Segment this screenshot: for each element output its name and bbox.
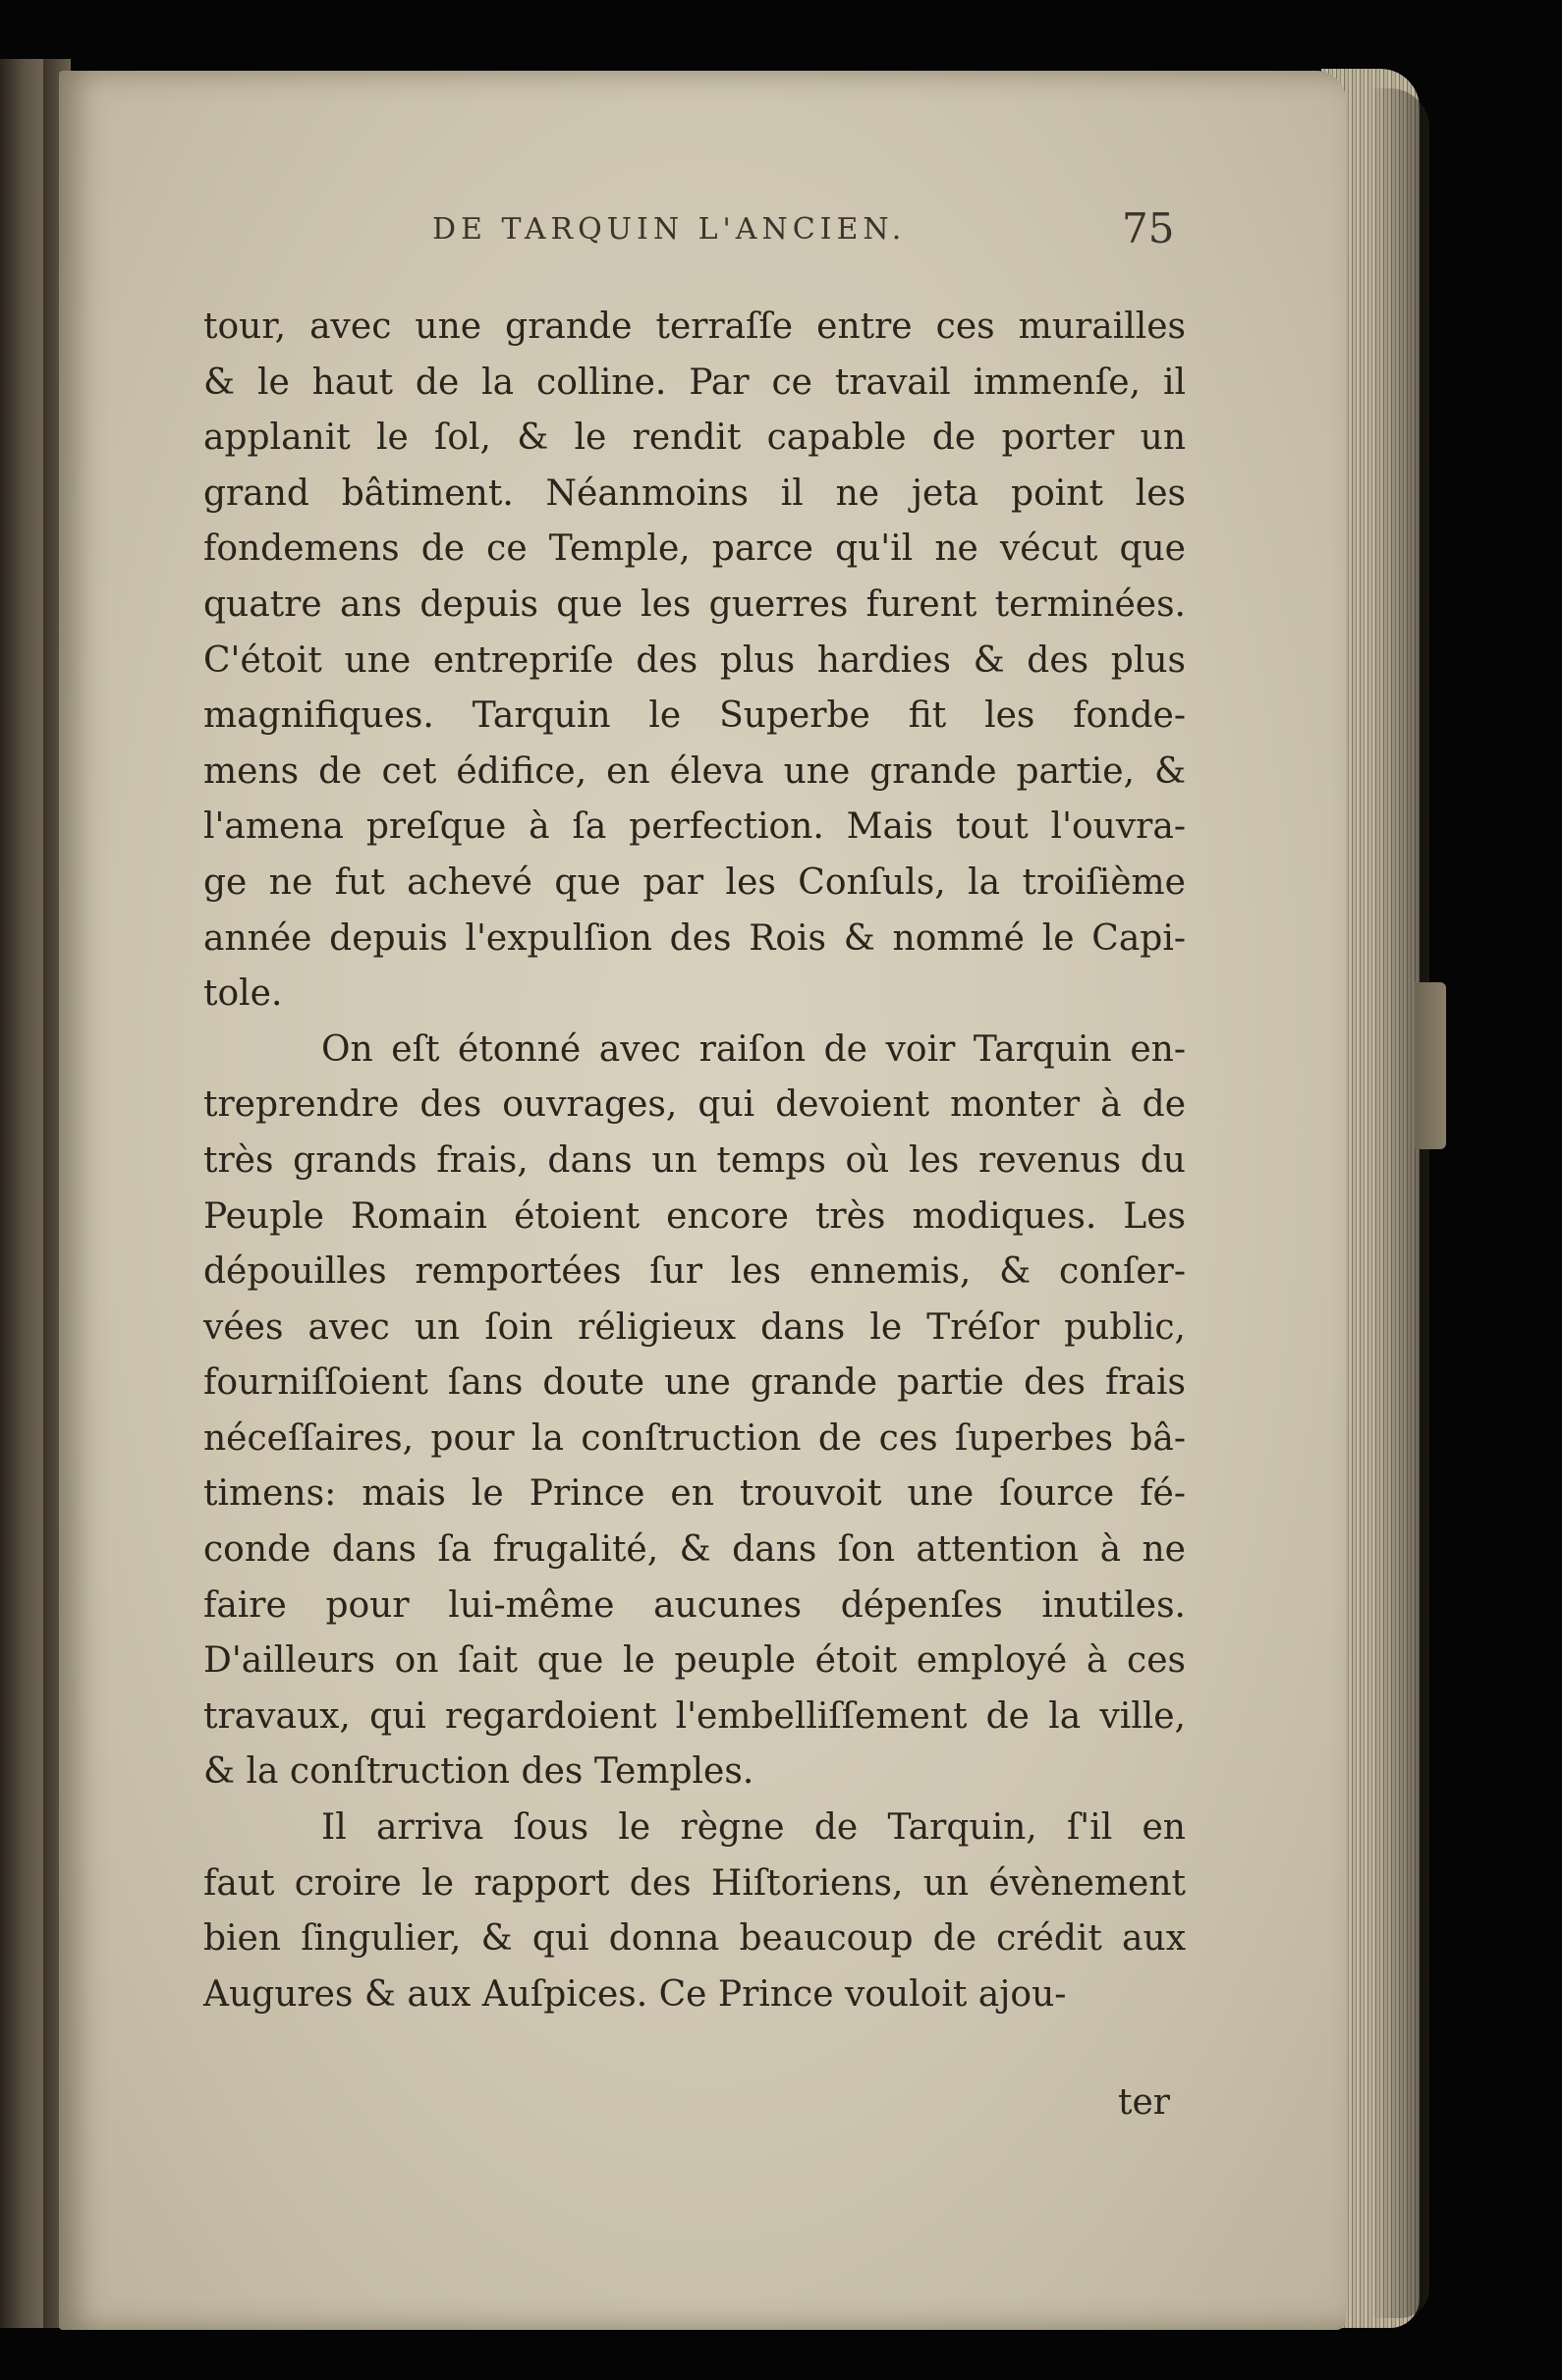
text-line: ge ne fut achevé que par les Conſuls, la troiſième [203,861,1186,903]
text-line: tole. [203,973,283,1015]
text-line: & le haut de la colline. Par ce travail immenſe, il [203,361,1186,403]
text-line: travaux, qui regardoient l'embelliſſement de la ville, [203,1695,1186,1737]
text-line: l'amena preſque à ſa perfection. Mais tout l'ouvra- [203,806,1186,848]
text-line: & la conſtruction des Temples. [203,1751,754,1793]
text-line: néceſſaires, pour la conſtruction de ces ſuperbes bâ- [203,1417,1186,1459]
text-line: fondemens de ce Temple, parce qu'il ne vécut que [203,528,1186,570]
text-line: timens: mais le Prince en trouvoit une ſource fé- [203,1473,1186,1515]
running-head: DE TARQUIN L'ANCIEN. [432,212,907,247]
text-line: applanit le ſol, & le rendit capable de porter un [203,417,1186,459]
text-line: faire pour lui-même aucunes dépenſes inutiles. [203,1584,1186,1626]
text-line: mens de cet édifice, en éleva une grande partie, & [203,750,1186,792]
text-line: On eſt étonné avec raiſon de voir Tarquin en- [321,1028,1186,1070]
text-line: magnifiques. Tarquin le Superbe fit les fonde- [203,695,1186,737]
paragraph [203,1023,1186,1800]
text-line: fourniſſoient ſans doute une grande partie des frais [203,1362,1186,1404]
text-line: Augures & aux Auſpices. Ce Prince vouloit ajou- [203,1973,1067,2015]
page-edges-shadow [1370,88,1429,2318]
page-edge-tab [1415,982,1446,1149]
page-number: 75 [1122,204,1175,252]
text-line: très grands frais, dans un temps où les revenus du [203,1139,1186,1181]
text-line: treprendre des ouvrages, qui devoient monter à de [203,1084,1186,1126]
text-line: D'ailleurs on ſait que le peuple étoit employé à ces [203,1640,1186,1682]
paragraph [203,1800,1186,2022]
text-line: C'étoit une entrepriſe des plus hardies & des plus [203,639,1186,681]
catchword: ter [1118,2082,1170,2123]
text-line: grand bâtiment. Néanmoins il ne jeta point les [203,472,1186,514]
text-line: Il arriva ſous le règne de Tarquin, ſ'il en [321,1807,1186,1849]
text-line: année depuis l'expulſion des Rois & nommé le Capi- [203,917,1186,959]
paragraph [203,300,1186,1023]
text-line: Peuple Romain étoient encore très modiques. Les [203,1195,1186,1237]
text-line: tour, avec une grande terraſſe entre ces murailles [203,306,1186,347]
text-line: quatre ans depuis que les guerres furent terminées. [203,583,1186,625]
text-line: conde dans ſa frugalité, & dans ſon attention à ne [203,1529,1186,1571]
text-line: vées avec un ſoin réligieux dans le Tréſor public, [203,1306,1186,1348]
body-text [203,300,1186,2022]
text-line: dépouilles remportées ſur les ennemis, & conſer- [203,1251,1186,1293]
text-line: faut croire le rapport des Hiſtoriens, un évènement [203,1862,1186,1904]
text-line: bien ſingulier, & qui donna beaucoup de crédit aux [203,1918,1186,1960]
